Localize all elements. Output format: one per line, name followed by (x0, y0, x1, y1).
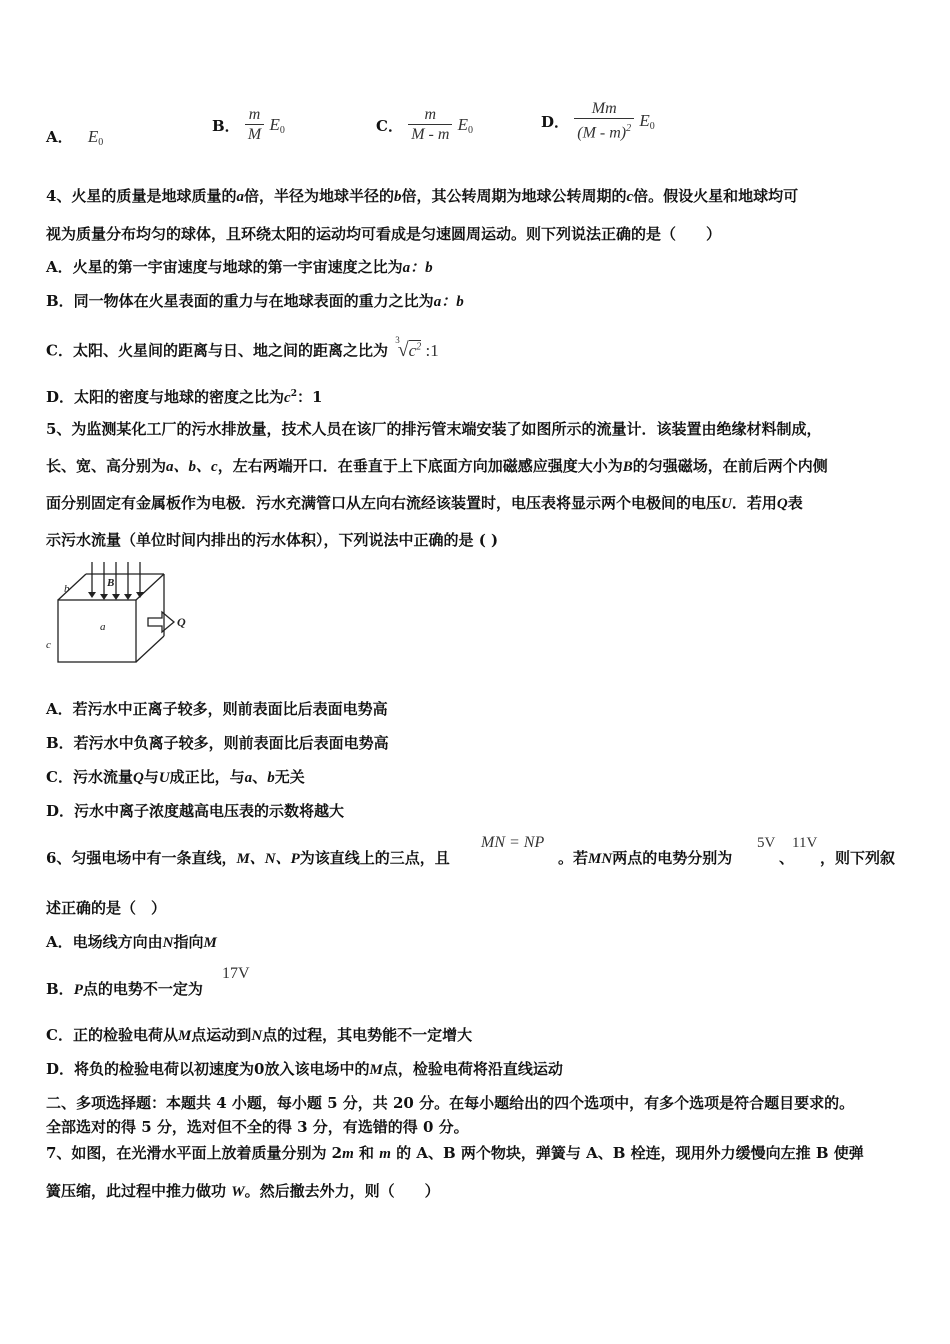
q3-option-d: D． $\frac{Mm}{(M - m)^2}$ $E_0$ (541, 100, 655, 142)
q7-stem-line2: 簧压缩，此过程中推力做功 W。然后撤去外力，则（ ） (46, 1182, 440, 1200)
fig-label-b: b (64, 583, 70, 595)
q3-option-a: A． $E_0$ (46, 127, 104, 148)
q5-stem-line4: 示污水流量（单位时间内排出的污水体积），下列说法中正确的是 ( ) (46, 531, 499, 549)
q7-stem-line1: 7、如图，在光滑水平面上放着质量分别为 2m 和 m 的 A、B 两个物块，弹簧与 A、B 栓连，现用外力缓慢向左推 B 使弹 (46, 1144, 864, 1162)
q6-equation: MN = NP (481, 834, 545, 851)
q4-option-a: A．火星的第一宇宙速度与地球的第一宇宙速度之比为a：b (46, 258, 433, 276)
q6-option-c: C．正的检验电荷从M点运动到N点的过程，其电势能不一定增大 (46, 1026, 473, 1044)
q6-stem-line2: 述正确的是（ ） (46, 899, 167, 917)
fig-label-B: B (107, 577, 115, 589)
fig-label-c: c (46, 639, 51, 651)
q4-option-b: B．同一物体在火星表面的重力与在地球表面的重力之比为a：b (46, 292, 464, 310)
q6-option-b-value: 17V (222, 965, 250, 982)
q5-stem-line2: 长、宽、高分别为a、b、c，左右两端开口．在垂直于上下底面方向加磁感应强度大小为B的匀强磁场，在前后两个内侧 (46, 457, 828, 475)
q6-option-d: D．将负的检验电荷以初速度为0放入该电场中的M点，检验电荷将沿直线运动 (46, 1060, 563, 1078)
q5-option-d: D．污水中离子浓度越高电压表的示数将越大 (46, 802, 345, 820)
fig-label-Q: Q (177, 615, 186, 629)
q6-separator: 、 (779, 849, 795, 867)
q4-stem-line1: 4、火星的质量是地球质量的a倍，半径为地球半径的b倍，其公转周期为地球公转周期的c倍。假设火星和地球均可 (46, 187, 799, 205)
q6-option-b: B．P点的电势不一定为 (46, 980, 203, 998)
fig-label-a: a (100, 621, 106, 633)
q5-option-a: A．若污水中正离子较多，则前表面比后表面电势高 (46, 700, 388, 718)
q4-option-d: D．太阳的密度与地球的密度之比为$c^2$：1 (46, 388, 323, 406)
q6-stem-line1-right: 。若MN两点的电势分别为 (558, 849, 733, 867)
section2-line2: 全部选对的得 5 分，选对但不全的得 3 分，有选错的得 0 分。 (46, 1118, 469, 1136)
section2-line1: 二、多项选择题：本题共 4 小题，每小题 5 分，共 20 分。在每小题给出的四个选项中，有多个选项是符合题目要求的。 (46, 1094, 855, 1112)
q6-stem-line1-tail: ，则下列叙 (820, 849, 896, 867)
q6-potential-m: 5V (757, 835, 776, 851)
q3-option-c: C． $\frac{m}{M - m}$ $E_0$ (376, 106, 474, 143)
q6-stem-line1: 6、匀强电场中有一条直线，M、N、P为该直线上的三点，且 (46, 849, 450, 867)
q5-stem-line3: 面分别固定有金属板作为电极．污水充满管口从左向右流经该装置时，电压表将显示两个电极间的电压U．若用Q表 (46, 494, 803, 512)
q5-option-c: C．污水流量Q与U成正比，与a、b无关 (46, 768, 305, 786)
q3-option-b: B． $\frac{m}{M}$ $E_0$ (212, 106, 285, 143)
q6-option-a: A．电场线方向由N指向M (46, 933, 217, 951)
q5-stem-line1: 5、为监测某化工厂的污水排放量，技术人员在该厂的排污管末端安装了如图所示的流量计．该装置由绝缘材料制成， (46, 420, 822, 438)
q6-potential-n: 11V (792, 835, 818, 851)
flowmeter-figure (44, 560, 194, 670)
q4-stem-line2: 视为质量分布均匀的球体，且环绕太阳的运动均可看成是匀速圆周运动。则下列说法正确的是（ ） (46, 225, 722, 243)
q4-option-c: C．太阳、火星间的距离与日、地之间的距离之比为 $^3√c^2$ :1 (46, 335, 439, 361)
q5-option-b: B．若污水中负离子较多，则前表面比后表面电势高 (46, 734, 389, 752)
